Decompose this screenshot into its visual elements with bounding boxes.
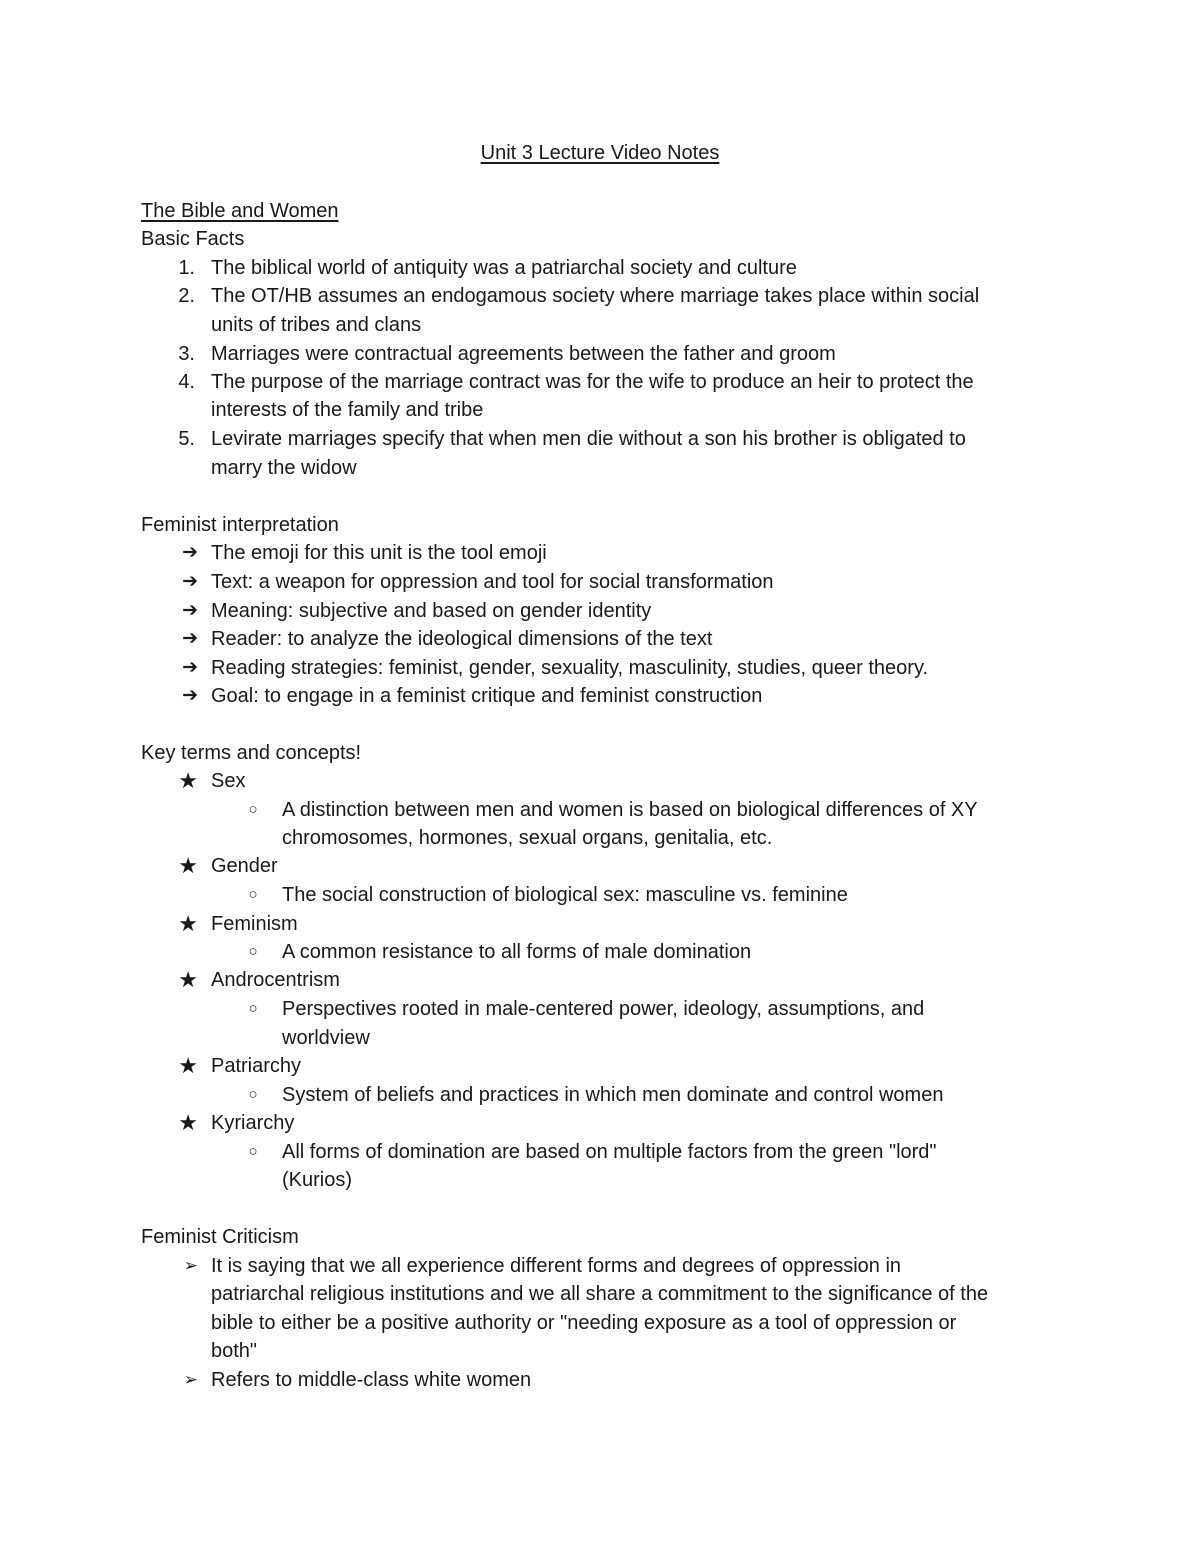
arrow-bullet-icon: ➔ [182,542,198,563]
list-number: 1. [178,257,195,279]
list-item-continued: patriarchal religious institutions and we all share a commitment to the significance of the [211,1283,989,1305]
term-label: Androcentrism [211,969,340,991]
list-number: 5. [178,428,195,450]
circle-bullet-icon: ○ [248,1000,258,1017]
subheading-basic-facts: Basic Facts [141,228,245,250]
arrow-bullet-icon: ➔ [182,628,198,649]
star-bullet-icon: ★ [178,1053,198,1078]
term-definition-continued: worldview [282,1027,370,1049]
star-bullet-icon: ★ [178,911,198,936]
list-item-continued: bible to either be a positive authority or "needing exposure as a tool of oppression or [211,1312,957,1334]
arrow-bullet-icon: ➔ [182,657,198,678]
section-heading-feminist-criticism: Feminist Criticism [141,1226,299,1248]
term-label: Patriarchy [211,1055,302,1077]
circle-bullet-icon: ○ [248,801,258,818]
arrow-bullet-icon: ➔ [182,600,198,621]
term-label: Kyriarchy [211,1112,295,1134]
list-item: Levirate marriages specify that when men die without a son his brother is obligated to [211,428,966,450]
page-title: Unit 3 Lecture Video Notes [480,142,720,164]
list-item-continued: marry the widow [211,457,357,479]
term-label: Feminism [211,913,298,935]
star-bullet-icon: ★ [178,768,198,793]
circle-bullet-icon: ○ [248,1086,258,1103]
term-label: Sex [211,770,246,792]
term-definition-continued: (Kurios) [282,1169,353,1191]
term-definition-continued: chromosomes, hormones, sexual organs, genitalia, etc. [282,827,773,849]
list-item: The OT/HB assumes an endogamous society where marriage takes place within social [211,285,980,307]
list-item: It is saying that we all experience different forms and degrees of oppression in [211,1255,902,1277]
list-number: 4. [178,371,195,393]
list-number: 2. [178,285,195,307]
list-number: 3. [178,343,195,365]
arrowhead-bullet-icon: ➢ [183,1370,198,1389]
section-heading-key-terms: Key terms and concepts! [141,742,362,764]
section-heading-feminist-interpretation: Feminist interpretation [141,514,339,536]
list-item: The biblical world of antiquity was a patriarchal society and culture [211,257,797,279]
list-item: Text: a weapon for oppression and tool for social transformation [211,571,774,593]
circle-bullet-icon: ○ [248,943,258,960]
star-bullet-icon: ★ [178,1110,198,1135]
list-item-continued: both" [211,1340,258,1362]
list-item: The emoji for this unit is the tool emoji [211,542,547,564]
term-label: Gender [211,855,278,877]
list-item-continued: interests of the family and tribe [211,399,484,421]
arrow-bullet-icon: ➔ [182,571,198,592]
arrow-bullet-icon: ➔ [182,685,198,706]
list-item: Goal: to engage in a feminist critique and feminist construction [211,685,763,707]
circle-bullet-icon: ○ [248,886,258,903]
list-item: Reader: to analyze the ideological dimensions of the text [211,628,713,650]
arrowhead-bullet-icon: ➢ [183,1256,198,1275]
star-bullet-icon: ★ [178,967,198,992]
list-item: Refers to middle-class white women [211,1369,532,1391]
term-definition: All forms of domination are based on multiple factors from the green "lord" [282,1141,937,1163]
term-definition: Perspectives rooted in male-centered power, ideology, assumptions, and [282,998,925,1020]
star-bullet-icon: ★ [178,853,198,878]
list-item: Marriages were contractual agreements between the father and groom [211,343,836,365]
term-definition: A common resistance to all forms of male domination [282,941,752,963]
list-item-continued: units of tribes and clans [211,314,422,336]
circle-bullet-icon: ○ [248,1143,258,1160]
term-definition: System of beliefs and practices in which men dominate and control women [282,1084,944,1106]
list-item: Meaning: subjective and based on gender identity [211,600,652,622]
term-definition: The social construction of biological sex: masculine vs. feminine [282,884,848,906]
section-heading-bible: The Bible and Women [141,200,339,222]
list-item: The purpose of the marriage contract was for the wife to produce an heir to protect the [211,371,974,393]
list-item: Reading strategies: feminist, gender, sexuality, masculinity, studies, queer theory. [211,657,929,679]
term-definition: A distinction between men and women is based on biological differences of XY [282,799,978,821]
